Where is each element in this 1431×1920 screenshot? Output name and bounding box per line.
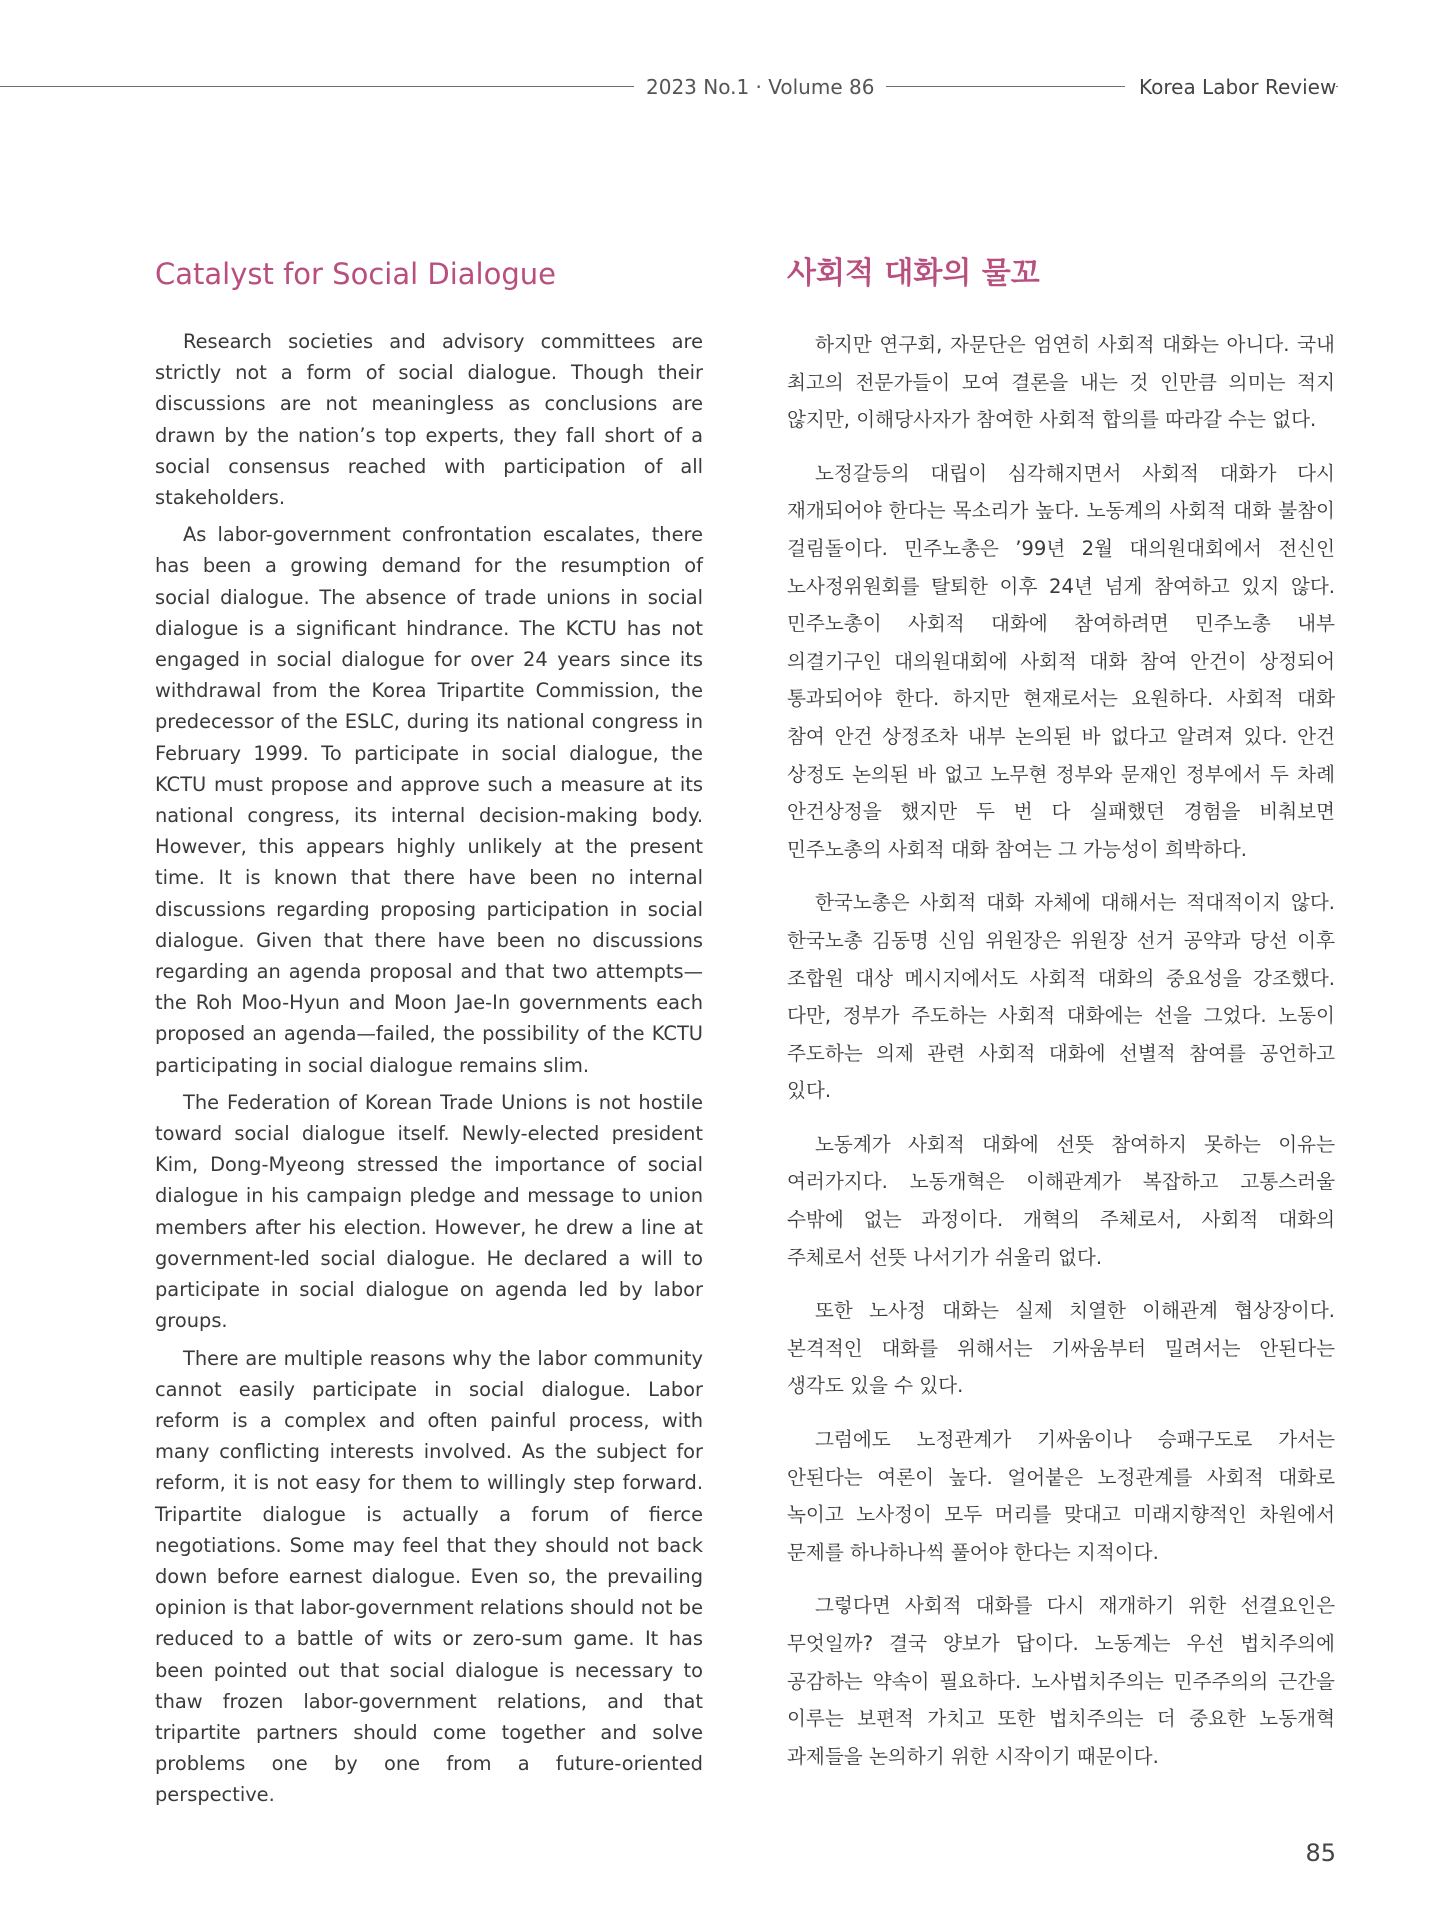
korean-section-title: 사회적 대화의 물꼬 (787, 256, 1040, 291)
korean-paragraph: 한국노총은 사회적 대화 자체에 대해서는 적대적이지 않다. 한국노총 김동명 신임 위원장은 위원장 선거 공약과 당선 이후 조합원 대상 메시지에서도 사회적 대화의 중요성을 강조했다. 다만, 정부가 주도하는 사회적 대화에는 선을 그었다. 노동이 주도하는 의제 관련 사회적 대화에 선별적 참여를 공언하고 있다. (787, 891, 1335, 1103)
korean-paragraph: 노동계가 사회적 대화에 선뜻 참여하지 못하는 이유는 여러가지다. 노동개혁은 이해관계가 복잡하고 고통스러울 수밖에 없는 과정이다. 개혁의 주체로서, 사회적 대화의 주체로서 선뜻 나서기가 쉬울리 없다. (787, 1132, 1335, 1269)
english-paragraph: The Federation of Korean Trade Unions is not hostile toward social dialogue itself. Newly-elected president Kim, Dong-Myeong stressed the importance of social dialogue in his campaign pledge and message to union members after his election. However, he drew a line at government-led social dialogue. He declared a will to participate in social dialogue on agenda led by labor groups. (155, 1090, 703, 1333)
korean-paragraph: 또한 노사정 대화는 실제 치열한 이해관계 협상장이다. 본격적인 대화를 위해서는 기싸움부터 밀려서는 안된다는 생각도 있을 수 있다. (787, 1299, 1335, 1398)
korean-paragraph: 노정갈등의 대립이 심각해지면서 사회적 대화가 다시 재개되어야 한다는 목소리가 높다. 노동계의 사회적 대화 불참이 걸림돌이다. 민주노총은 ’99년 2월 대의원대회에서 전신인 노사정위원회를 탈퇴한 이후 24년 넘게 참여하고 있지 않다. 민주노총이 사회적 대화에 참여하려면 민주노총 내부 의결기구인 대의원대회에 사회적 대화 참여 안건이 상정되어 통과되어야 한다. 하지만 현재로서는 요원하다. 사회적 대화 참여 안건 상정조차 내부 논의된 바 없다고 알려져 있다. 안건 상정도 논의된 바 없고 노무현 정부와 문재인 정부에서 두 차례 안건상정을 했지만 두 번 다 실패했던 경험을 비춰보면 민주노총의 사회적 대화 참여는 그 가능성이 희박하다. (787, 461, 1335, 861)
journal-name: Korea Labor Review (1125, 74, 1336, 100)
korean-paragraph: 그럼에도 노정관계가 기싸움이나 승패구도로 가서는 안된다는 여론이 높다. 얼어붙은 노정관계를 사회적 대화로 녹이고 노사정이 모두 머리를 맞대고 미래지향적인 차원에서 문제를 하나하나씩 풀어야 한다는 지적이다. (787, 1428, 1335, 1564)
korean-paragraph: 그렇다면 사회적 대화를 다시 재개하기 위한 선결요인은 무엇일까? 결국 양보가 답이다. 노동계는 우선 법치주의에 공감하는 약속이 필요하다. 노사법치주의는 민주주의의 근간을 이루는 보편적 가치고 또한 법치주의는 더 중요한 노동개혁 과제들을 논의하기 위한 시작이기 때문이다. (787, 1594, 1335, 1768)
english-paragraph: As labor-government confrontation escalates, there has been a growing demand for the resumption of social dialogue. The absence of trade unions in social dialogue is a significant hindrance. The KCTU has not engaged in social dialogue for over 24 years since its withdrawal from the Korea Tripartite Commission, the predecessor of the ESLC, during its national congress in February 1999. To participate in social dialogue, the KCTU must propose and approve such a measure at its national congress, its internal decision-making body. However, this appears highly unlikely at the present time. It is known that there have been no internal discussions regarding proposing participation in social dialogue. Given that there have been no discussions regarding an agenda proposal and that two attempts—the Roh Moo-Hyun and Moon Jae-In governments each proposed an agenda—failed, the possibility of the KCTU participating in social dialogue remains slim. (155, 523, 703, 1077)
korean-paragraph: 하지만 연구회, 자문단은 엄연히 사회적 대화는 아니다. 국내 최고의 전문가들이 모여 결론을 내는 것 인만큼 의미는 적지 않지만, 이해당사자가 참여한 사회적 합의를 따라갈 수는 없다. (787, 333, 1335, 432)
english-section-title: Catalyst for Social Dialogue (155, 257, 556, 291)
english-paragraph: Research societies and advisory committees are strictly not a form of social dialogue. Though their discussions are not meaningless as conclusions are drawn by the nation’s top experts, they fall short of a social consensus reached with participation of all stakeholders. (155, 330, 703, 510)
korean-column (787, 252, 1335, 1791)
page-number: 85 (1305, 1839, 1336, 1867)
issue-info: 2023 No.1 · Volume 86 (634, 74, 886, 100)
english-paragraph: There are multiple reasons why the labor community cannot easily participate in social dialogue. Labor reform is a complex and often painful process, with many conflicting interests involved. As the subject for reform, it is not easy for them to willingly step forward. Tripartite dialogue is actually a forum of fierce negotiations. Some may feel that they should not back down before earnest dialogue. Even so, the prevailing opinion is that labor-government relations should not be reduced to a battle of wits or zero-sum game. It has been pointed out that social dialogue is necessary to thaw frozen labor-government relations, and that tripartite partners should come together and solve problems one by one from a future-oriented perspective. (155, 1346, 703, 1807)
english-column (155, 252, 703, 1817)
